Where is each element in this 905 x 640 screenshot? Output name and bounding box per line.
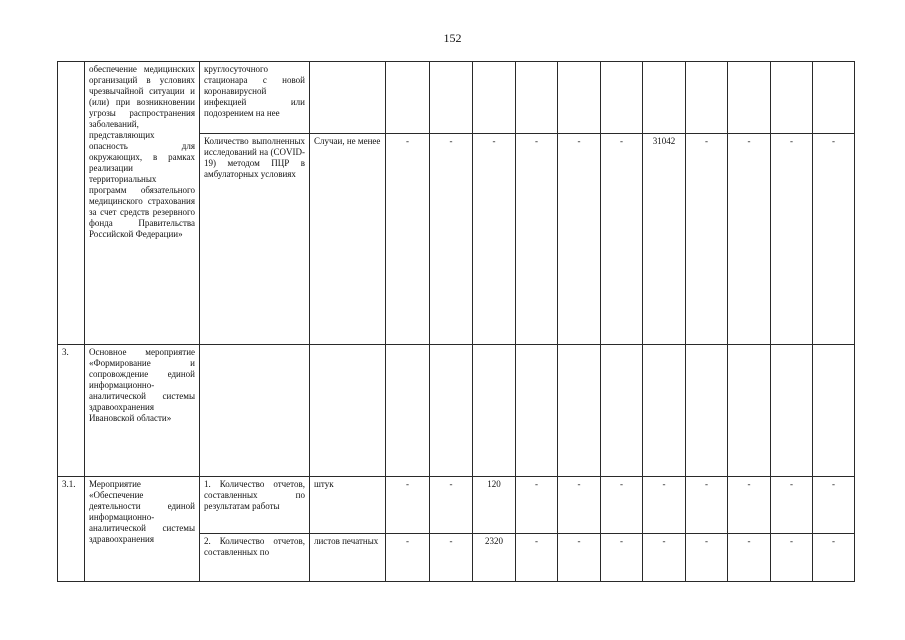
value-cell: - [813, 477, 855, 534]
value-cell: - [558, 477, 601, 534]
value-cell: - [601, 477, 643, 534]
row-number: 3. [58, 345, 85, 477]
value-cell: 2320 [473, 534, 516, 582]
value-cell: - [430, 534, 473, 582]
indicator-unit [310, 62, 386, 134]
value-cell: 31042 [643, 134, 686, 345]
value-cell: - [728, 534, 771, 582]
value-cell: - [813, 534, 855, 582]
value-cell: 120 [473, 477, 516, 534]
value-cell [643, 345, 686, 477]
row-number [58, 62, 85, 345]
value-cell: - [386, 134, 430, 345]
program-table [57, 61, 855, 582]
indicator-unit: листов печатных [310, 534, 386, 582]
value-cell: - [386, 534, 430, 582]
value-cell: - [430, 134, 473, 345]
value-cell: - [728, 134, 771, 345]
table-row [58, 477, 855, 534]
value-cell [728, 345, 771, 477]
value-cell [430, 62, 473, 134]
value-cell: - [516, 134, 558, 345]
value-cell [771, 345, 813, 477]
event-name: Основное мероприятие «Формирование и сопровождение единой информационно-аналитической системы здравоохранения Ивановской области» [85, 345, 200, 477]
row-number: 3.1. [58, 477, 85, 582]
value-cell: - [430, 477, 473, 534]
value-cell: - [386, 477, 430, 534]
value-cell [813, 345, 855, 477]
value-cell [601, 345, 643, 477]
value-cell [473, 345, 516, 477]
value-cell: - [601, 534, 643, 582]
value-cell [386, 62, 430, 134]
indicator-unit: штук [310, 477, 386, 534]
value-cell [643, 62, 686, 134]
event-name: Мероприятие «Обеспечение деятельности единой информационно-аналитической системы здравоохранения [85, 477, 200, 582]
value-cell [601, 62, 643, 134]
event-name: обеспечение медицинских организаций в условиях чрезвычайной ситуации и (или) при возникновении угрозы распространения заболеваний, представляющих опасность для окружающих, в рамках реализации территориальных программ обязательного медицинского страхования за счет средств резервного фонда Правительства Российской Федерации» [85, 62, 200, 345]
value-cell: - [771, 477, 813, 534]
value-cell [386, 345, 430, 477]
indicator-name: Количество выполненных исследований на (COVID-19) методом ПЦР в амбулаторных условиях [200, 134, 310, 345]
value-cell [686, 62, 728, 134]
indicator-name: 2. Количество отчетов, составленных по [200, 534, 310, 582]
page-number: 152 [443, 31, 462, 45]
value-cell: - [516, 477, 558, 534]
value-cell [771, 62, 813, 134]
value-cell: - [771, 134, 813, 345]
indicator-name: 1. Количество отчетов, составленных по результатам работы [200, 477, 310, 534]
value-cell: - [516, 534, 558, 582]
value-cell: - [558, 534, 601, 582]
value-cell [516, 62, 558, 134]
value-cell [813, 62, 855, 134]
value-cell [728, 62, 771, 134]
table-row [58, 62, 855, 134]
value-cell [516, 345, 558, 477]
value-cell [430, 345, 473, 477]
value-cell: - [558, 134, 601, 345]
value-cell [558, 345, 601, 477]
value-cell: - [473, 134, 516, 345]
value-cell: - [601, 134, 643, 345]
value-cell: - [813, 134, 855, 345]
value-cell: - [771, 534, 813, 582]
value-cell: - [643, 477, 686, 534]
indicator-unit [310, 345, 386, 477]
value-cell [686, 345, 728, 477]
value-cell: - [686, 134, 728, 345]
indicator-unit: Случаи, не менее [310, 134, 386, 345]
table-row [58, 345, 855, 477]
indicator-name: круглосуточного стационара с новой коронавирусной инфекцией или подозрением на нее [200, 62, 310, 134]
indicator-name [200, 345, 310, 477]
value-cell: - [686, 477, 728, 534]
value-cell: - [728, 477, 771, 534]
value-cell [558, 62, 601, 134]
value-cell: - [686, 534, 728, 582]
value-cell [473, 62, 516, 134]
value-cell: - [643, 534, 686, 582]
